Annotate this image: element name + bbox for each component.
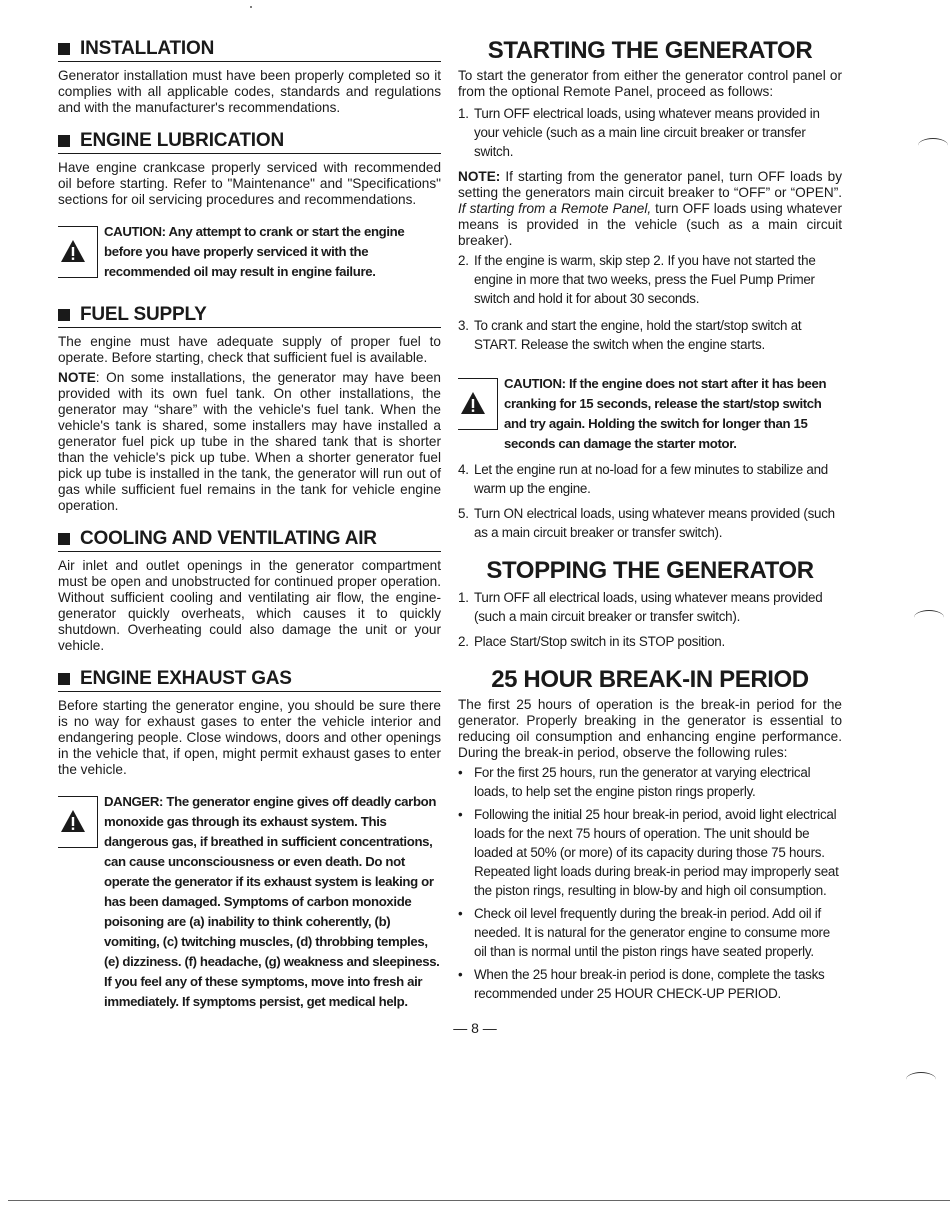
- breakin-rules: [458, 763, 842, 1003]
- starting-steps-cont: [458, 251, 842, 354]
- lubrication-body: Have engine crankcase properly serviced with recommended oil before starting. Refer to "Maintenance" and "Specifications" sections for oil servicing procedures and recommendations.: [58, 160, 441, 207]
- installation-body: Generator installation must have been properly completed so it complies with all applicable codes, standards and regulations and with the manufacturer's recommendations.: [58, 68, 441, 115]
- starting-note: NOTE: If starting from the generator panel, turn OFF loads by setting the generators main circuit breaker to “OFF” or “OPEN”. If starting from a Remote Panel, turn OFF loads using whatever means is provided in the vehicle (such as a main circuit breaker).: [458, 169, 842, 248]
- warning-triangle-icon: [458, 378, 498, 430]
- stopping-heading: STOPPING THE GENERATOR: [486, 557, 814, 584]
- right-column: [458, 38, 842, 1003]
- list-item: • Check oil level frequently during the break-in period. Add oil if needed. It is natural for the generator engine to consume more oil than is normal until the piston rings have seated properly.: [458, 906, 830, 959]
- scan-mark: [918, 138, 948, 153]
- warning-triangle-icon: [58, 796, 98, 848]
- list-item: 2. Place Start/Stop switch in its STOP position.: [458, 634, 725, 649]
- list-item: 5. Turn ON electrical loads, using whatever means provided (such as a main circuit breaker or transfer switch).: [458, 506, 835, 540]
- starting-steps-end: [458, 460, 842, 542]
- starting-heading: STARTING THE GENERATOR: [487, 37, 813, 64]
- list-item: • Following the initial 25 hour break-in period, avoid light electrical loads for the next 75 hours of operation. The unit should be loaded at 50% (or more) of its capacity during those 75 hours. Repeated light loads during break-in period may improperly seat the piston rings, resulting in blow-by and high oil consumption.: [458, 807, 839, 898]
- page-number: — 8 —: [453, 1020, 497, 1036]
- scan-mark: [914, 610, 944, 625]
- section-bullet-icon: [58, 309, 70, 321]
- section-bullet-icon: [58, 135, 70, 147]
- list-item: 2. If the engine is warm, skip step 2. If you have not started the engine in more that two weeks, press the Fuel Pump Primer switch and hold it for about 30 seconds.: [458, 253, 816, 306]
- list-item: 3. To crank and start the engine, hold the start/stop switch at START. Release the switch when the engine starts.: [458, 318, 802, 352]
- cooling-body: Air inlet and outlet openings in the generator compartment must be open and unobstructed for continued proper operation. Without sufficient cooling and ventilating air flow, the engine-generator quickly overheats, which causes it to quickly shutdown. Overheating could also damage the unit or your vehicle.: [58, 558, 441, 653]
- exhaust-body: Before starting the generator engine, you should be sure there is no way for exhaust gases to enter the vehicle interior and endangering people. Close windows, doors and other openings in the vehicle that, if open, might permit exhaust gases to enter the vehicle.: [58, 698, 441, 777]
- left-column: [58, 38, 441, 1012]
- list-item: • For the first 25 hours, run the generator at varying electrical loads, to help set the engine piston rings properly.: [458, 765, 811, 799]
- danger-text: DANGER: The generator engine gives off deadly carbon monoxide gas through its exhaust system. This dangerous gas, if breathed in sufficient concentrations, can cause unconsciousness or even death. Do not operate the generator if its exhaust system is leaking or has been damaged. Symptoms of carbon monoxide poisoning are (a) inability to think coherently, (b) vomiting, (c) twitching muscles, (d) throbbing temples, (e) dizziness. (f) headache, (g) weakness and sleepiness. If you feel any of these symptoms, move into fresh air immediately. If symptoms persist, get medical help.: [104, 794, 440, 1009]
- fuel-heading: FUEL SUPPLY: [58, 304, 441, 328]
- scan-speck: [250, 6, 252, 8]
- note-label: NOTE: [58, 370, 96, 385]
- installation-heading: INSTALLATION: [58, 38, 441, 62]
- breakin-heading: 25 HOUR BREAK-IN PERIOD: [491, 666, 809, 693]
- scan-mark: [906, 1072, 936, 1087]
- list-item: 1. Turn OFF all electrical loads, using whatever means provided (such a main circuit breaker or transfer switch).: [458, 590, 823, 624]
- cooling-heading: COOLING AND VENTILATING AIR: [58, 528, 441, 552]
- lubrication-heading: ENGINE LUBRICATION: [58, 130, 441, 154]
- exhaust-heading: ENGINE EXHAUST GAS: [58, 668, 441, 692]
- exhaust-danger: [58, 792, 441, 1012]
- section-bullet-icon: [58, 673, 70, 685]
- lubrication-caution: [58, 222, 441, 282]
- starting-caution: [458, 374, 842, 454]
- section-bullet-icon: [58, 43, 70, 55]
- caution-text: CAUTION: If the engine does not start after it has been cranking for 15 seconds, release the start/stop switch and try again. Holding the switch for longer than 15 seconds can damage the starter motor.: [504, 376, 827, 451]
- list-item: 1. Turn OFF electrical loads, using whatever means provided in your vehicle (such as a main line circuit breaker or transfer switch.: [458, 106, 820, 159]
- fuel-note: NOTE: On some installations, the generator may have been provided with its own fuel tank. On other installations, the generator may “share” with the vehicle's fuel tank. When the vehicle's tank is shared, some installers may have installed a generator fuel pick up tube in the shared tank that is shorter than the vehicle's pick up tube. When a shorter generator fuel pick up tube is installed in the tank, the generator will run out of gas while sufficient fuel remains in the tank for vehicle engine operation.: [58, 370, 441, 513]
- list-item: 4. Let the engine run at no-load for a few minutes to stabilize and warm up the engine.: [458, 462, 828, 496]
- warning-triangle-icon: [58, 226, 98, 278]
- list-item: • When the 25 hour break-in period is done, complete the tasks recommended under 25 HOUR CHECK-UP PERIOD.: [458, 967, 825, 1001]
- breakin-intro: The first 25 hours of operation is the break-in period for the generator. Properly breaking in the generator is essential to reducing oil consumption and enhancing engine performance. During the break-in period, observe the following rules:: [458, 697, 842, 760]
- starting-intro: To start the generator from either the generator control panel or from the optional Remote Panel, proceed as follows:: [458, 68, 842, 99]
- stopping-steps: [458, 588, 842, 651]
- section-bullet-icon: [58, 533, 70, 545]
- note-label: NOTE:: [458, 169, 501, 184]
- starting-steps: [458, 104, 842, 161]
- caution-text: CAUTION: Any attempt to crank or start the engine before you have properly serviced it with the recommended oil may result in engine failure.: [104, 224, 405, 279]
- bottom-rule: [8, 1200, 950, 1201]
- fuel-body: The engine must have adequate supply of proper fuel to operate. Before starting, check that sufficient fuel is available.: [58, 334, 441, 365]
